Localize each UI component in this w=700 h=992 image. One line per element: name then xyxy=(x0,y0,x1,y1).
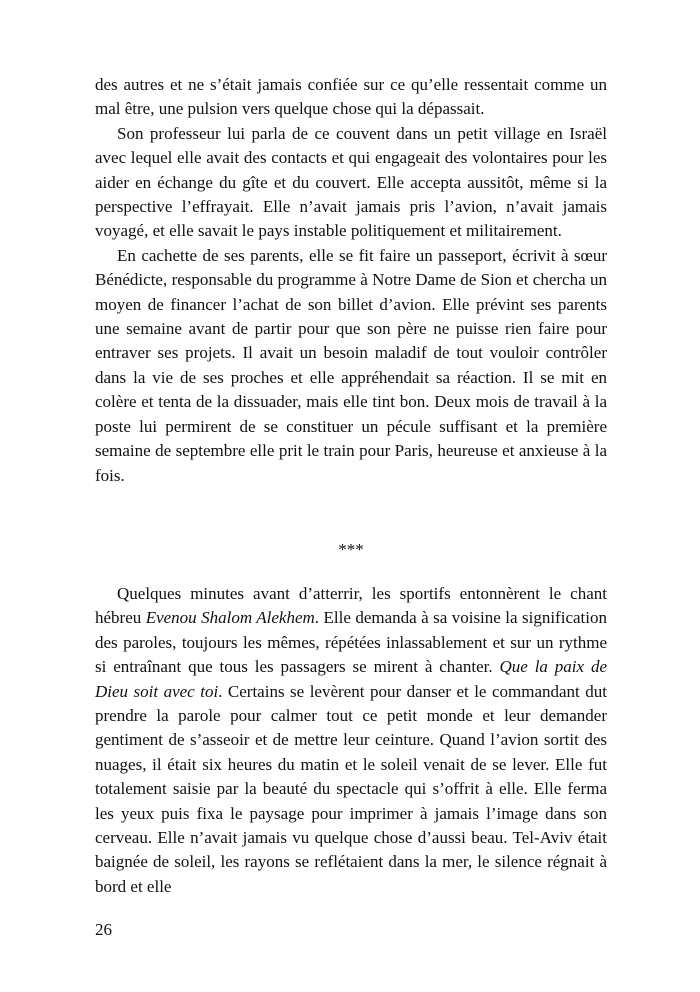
page-number: 26 xyxy=(95,920,112,939)
paragraph-4-part-b: . Elle demanda à sa voisine la signification des paroles, toujours les mêmes, répétées inlassablement et sur un rythme si entraînant que tous les passagers se mirent à chanter. xyxy=(95,608,607,677)
paragraph-2: Son professeur lui parla de ce couvent dans un petit village en Israël avec lequel elle avait des contacts et qui engageait des volontaires pour les aider en échange du gîte et du couvert. Elle accepta aussitôt, même si la perspective l’effrayait. Elle n’avait jamais pris l’avion, n’avait jamais voyagé, et elle savait le pays instable politiquement et militairement. xyxy=(95,123,607,241)
paragraph-4 xyxy=(95,582,607,899)
section-separator: *** xyxy=(338,540,364,559)
song-translation: Que la paix de Dieu soit avec toi xyxy=(95,657,607,701)
section-1-text xyxy=(95,73,607,488)
song-title: Evenou Shalom Alekhem xyxy=(145,608,315,628)
paragraph-1: des autres et ne s’était jamais confiée sur ce qu’elle ressentait comme un mal être, une pulsion vers quelque chose qui la dépassait. xyxy=(95,75,607,119)
paragraph-3: En cachette de ses parents, elle se fit faire un passeport, écrivit à sœur Bénédicte, responsable du programme à Notre Dame de Sion et chercha un moyen de financer l’achat de son billet d’avion. Elle prévint ses parents une semaine avant de partir pour que son père ne puisse rien faire pour entraver ses projets. Il avait un besoin maladif de tout vouloir contrôler dans la vie de ses proches et elle appréhendait sa réaction. Il se mit en colère et tenta de la dissuader, mais elle tint bon. Deux mois de travail à la poste lui permirent de se constituer un pécule suffisant et la première semaine de septembre elle prit le train pour Paris, heureuse et anxieuse à la fois. xyxy=(95,245,607,485)
paragraph-4-part-c: . Certains se levèrent pour danser et le commandant dut prendre la parole pour calmer tout ce petit monde et leur demander gentiment de s’asseoir et de mettre leur ceinture. Quand l’avion sortit des nuages, il était six heures du matin et le soleil venait de se lever. Elle fut totalement saisie par la beauté du spectacle qui s’offrit à elle. Elle ferma les yeux puis fixa le paysage pour imprimer à jamais l’image dans son cerveau. Elle n’avait jamais vu quelque chose d’aussi beau. Tel-Aviv était baignée de soleil, les rayons se reflétaient dans la mer, le silence régnait à bord et elle xyxy=(95,681,607,896)
section-2-text xyxy=(95,582,607,899)
paragraph-4-part-a: Quelques minutes avant d’atterrir, les sportifs entonnèrent le chant hébreu xyxy=(95,584,607,628)
